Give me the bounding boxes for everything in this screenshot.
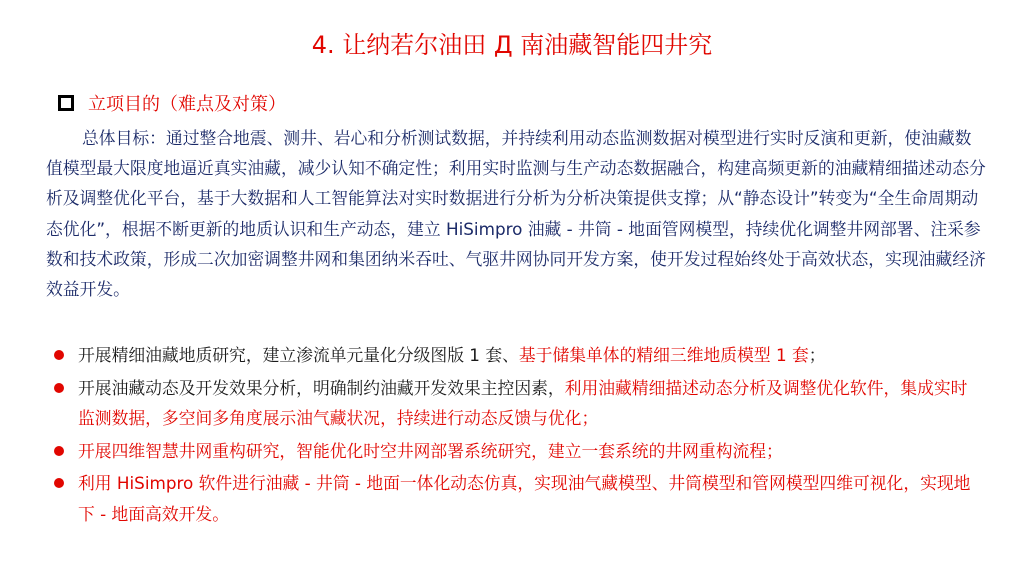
red-dot-icon (54, 383, 64, 393)
bullet-text-red: 基于储集单体的精细三维地质模型 1 套 (518, 345, 809, 365)
list-item (50, 468, 980, 529)
bullet-text-red: 利用油藏精细描述动态分析及调整优化软件，集成实时监测数据，多空间多角度展示油气藏状况，持续进行动态反馈与优化； (78, 377, 968, 428)
bullet-text-black: 开展精细油藏地质研究，建立渗流单元量化分级图版 1 套、 (78, 345, 519, 365)
bullet-list (50, 340, 980, 531)
list-item (50, 373, 980, 434)
list-item (50, 436, 980, 467)
red-dot-icon (54, 350, 64, 360)
bullet-text-tail: ； (808, 345, 826, 365)
section-heading-text: 立项目的（难点及对策） (88, 94, 286, 115)
square-bullet-icon (58, 95, 74, 111)
list-item (50, 340, 980, 371)
bullet-text-red: 利用 HiSimpro 软件进行油藏 - 井筒 - 地面一体化动态仿真，实现油气藏模型、井筒模型和管网模型四维可视化，实现地下 - 地面高效开发。 (78, 473, 971, 524)
section-heading (58, 88, 286, 118)
red-dot-icon (54, 446, 64, 456)
red-dot-icon (54, 478, 64, 488)
bullet-text-black: 开展油藏动态及开发效果分析，明确制约油藏开发效果主控因素， (78, 377, 565, 398)
slide-title: 4. 让纳若尔油田 Д 南油藏智能四井究 (311, 31, 713, 59)
bullet-text-red: 开展四维智慧井网重构研究，智能优化时空井网部署系统研究，建立一套系统的井网重构流程； (78, 440, 783, 461)
objective-paragraph: 总体目标：通过整合地震、测井、岩心和分析测试数据，并持续利用动态监测数据对模型进行实时反演和更新，使油藏数值模型最大限度地逼近真实油藏，减少认知不确定性；利用实时监测与生产动态数据融合，构建高频更新的油藏精细描述动态分析及调整优化平台，基于大数据和人工智能算法对实时数据进行分析为分析决策提供支撑；从“静态设计”转变为“全生命周期动态优化”，根据不断更新的地质认识和生产动态，建立 HiSimpro 油藏 - 井筒 - 地面管网模型，持续优化调整井网部署、注采参数和技术政策，形成二次加密调整井网和集团纳米吞吐、气驱井网协同开发方案，使开发过程始终处于高效状态，实现油藏经济效益开发。 (46, 128, 986, 300)
